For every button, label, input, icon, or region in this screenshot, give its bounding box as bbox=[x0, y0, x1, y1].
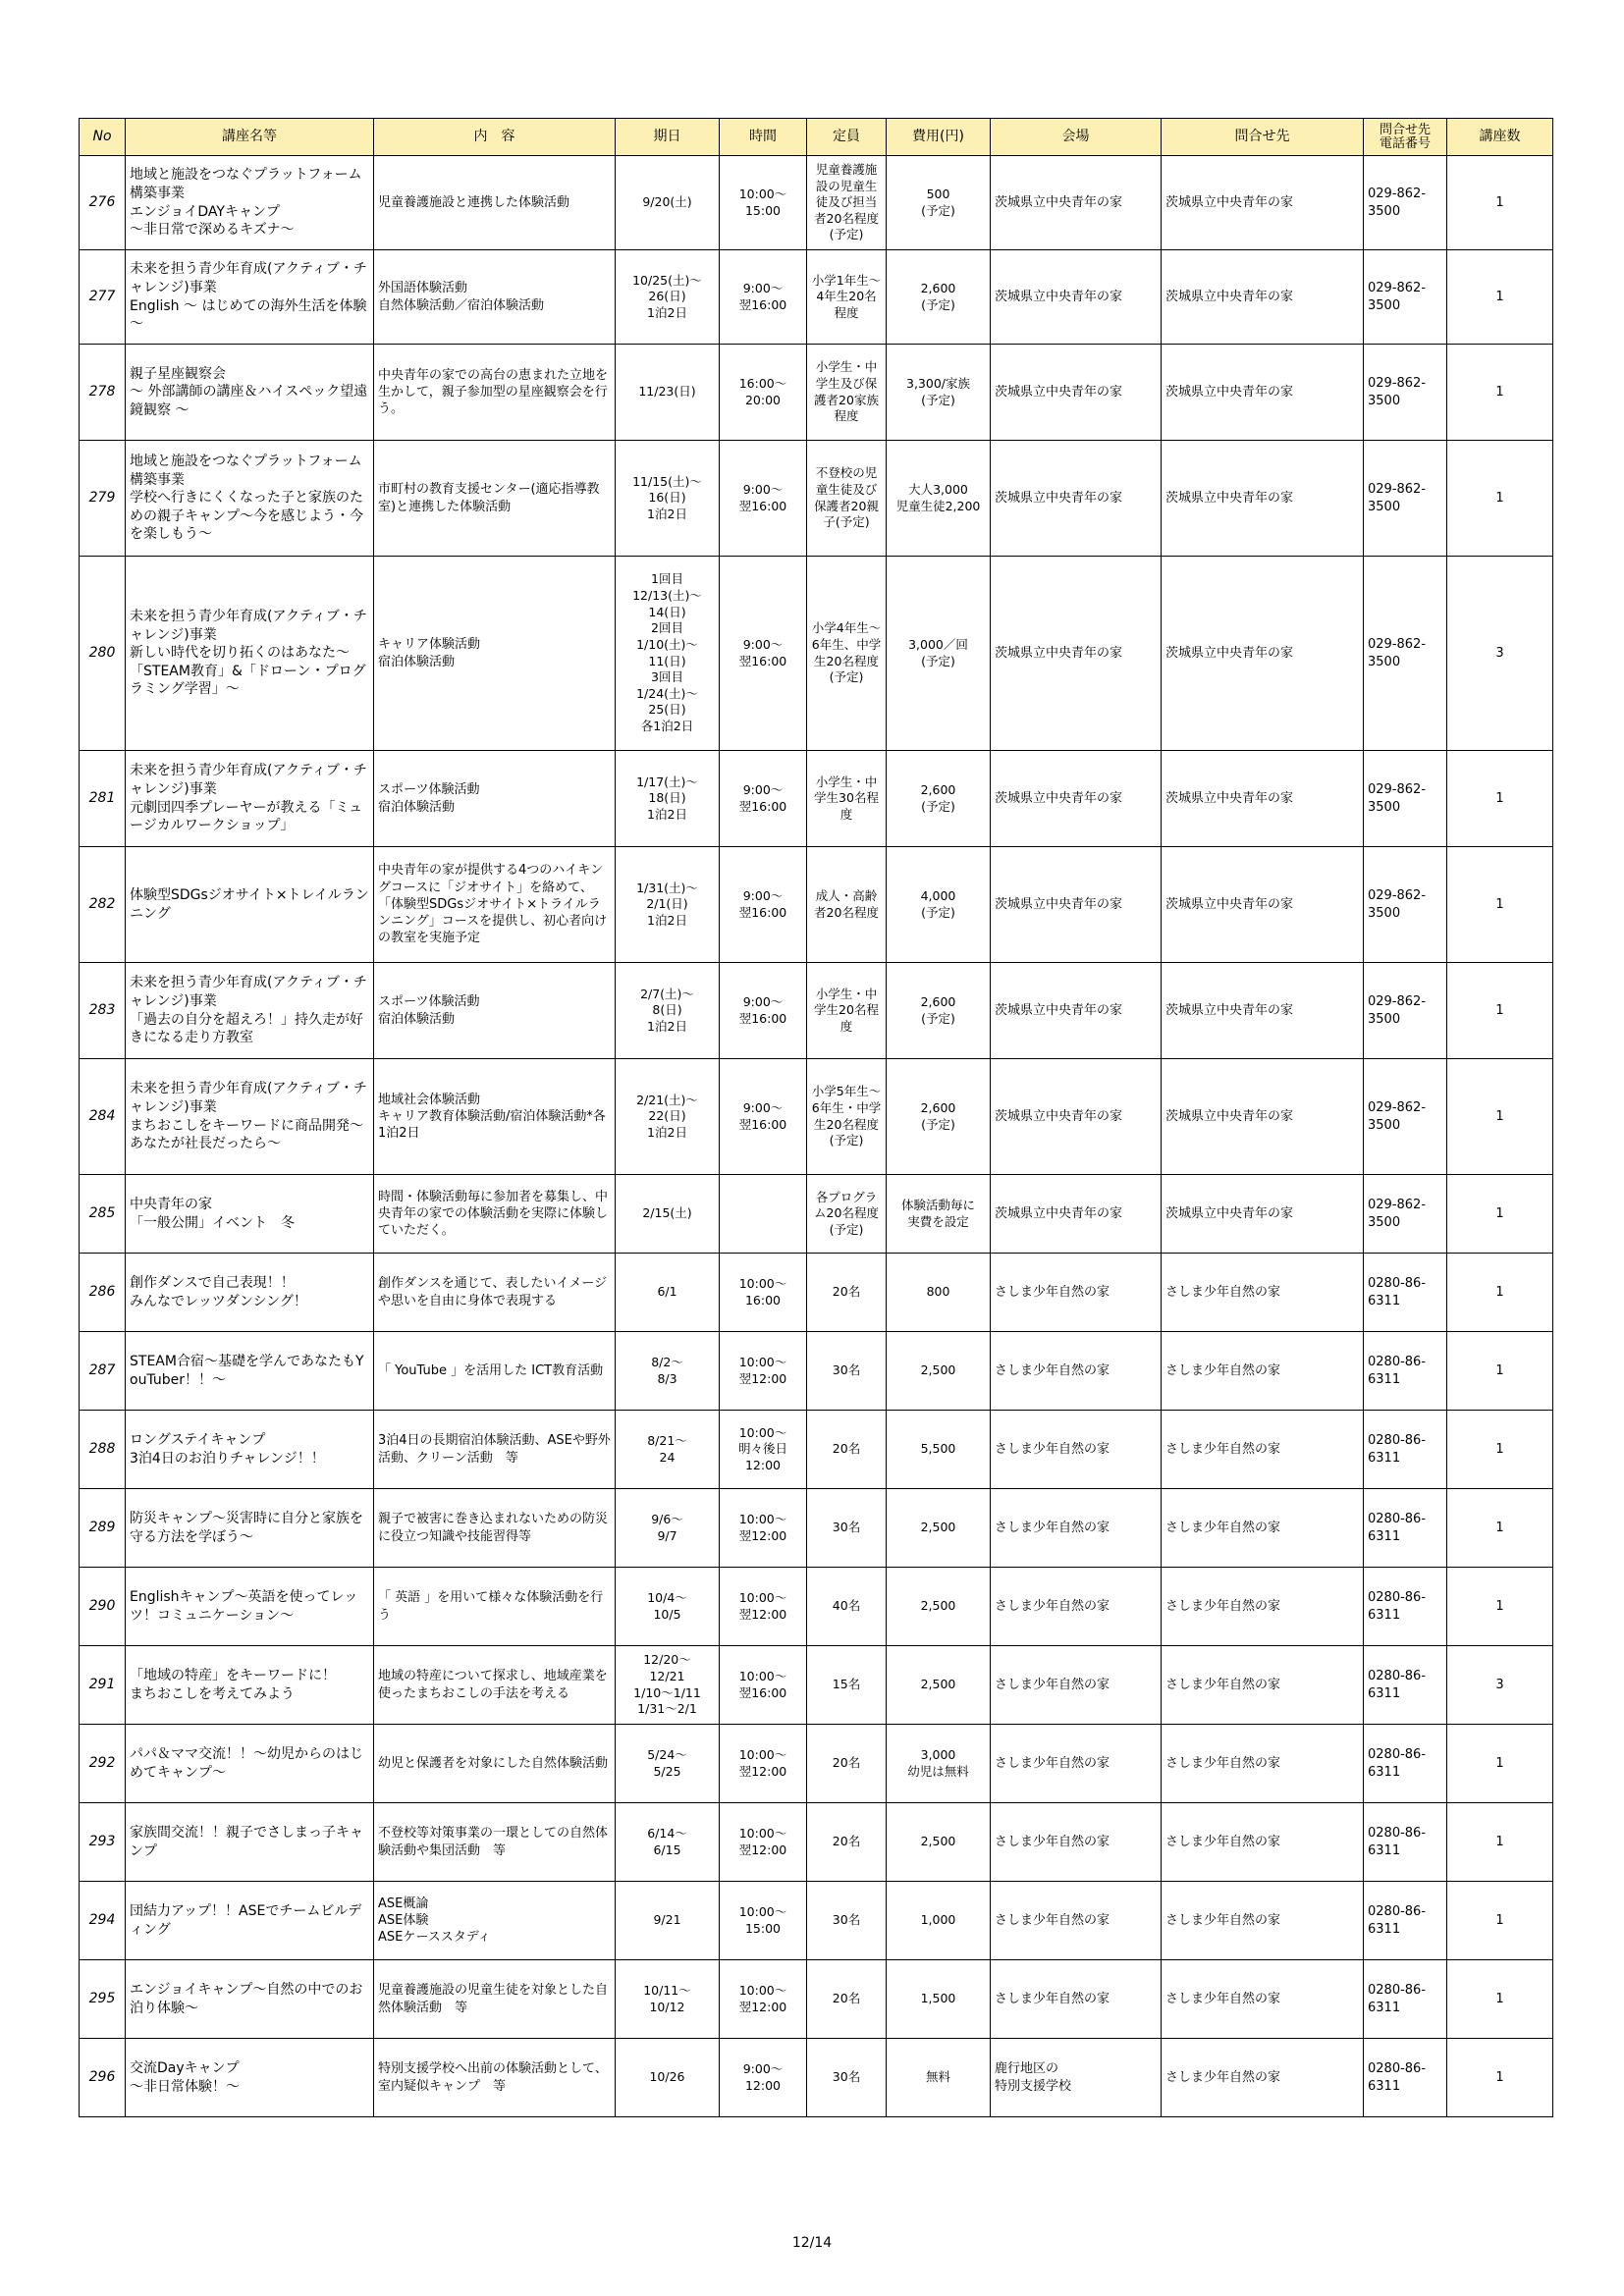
table-row bbox=[80, 963, 1553, 1059]
course-name: 創作ダンスで自己表現！！ みんなでレッツダンシング！ bbox=[126, 1254, 374, 1332]
row-no: 292 bbox=[80, 1725, 126, 1803]
course-content: 幼児と保護者を対象にした自然体験活動 bbox=[374, 1725, 616, 1803]
course-contact: さしま少年自然の家 bbox=[1162, 1882, 1364, 1960]
contact-phone: 0280-86- 6311 bbox=[1364, 1725, 1447, 1803]
course-date: 9/21 bbox=[616, 1882, 720, 1960]
course-count: 1 bbox=[1447, 1803, 1553, 1882]
course-time: 9:00～ 翌16:00 bbox=[720, 751, 807, 847]
course-date: 9/20(土) bbox=[616, 156, 720, 250]
contact-phone: 0280-86- 6311 bbox=[1364, 1882, 1447, 1960]
course-count: 1 bbox=[1447, 156, 1553, 250]
contact-phone: 029-862- 3500 bbox=[1364, 156, 1447, 250]
header-fee: 費用(円) bbox=[887, 119, 991, 156]
course-count: 1 bbox=[1447, 250, 1553, 345]
course-fee: 2,600 (予定) bbox=[887, 1059, 991, 1175]
course-count: 1 bbox=[1447, 2039, 1553, 2117]
course-fee: 2,500 bbox=[887, 1803, 991, 1882]
row-no: 294 bbox=[80, 1882, 126, 1960]
table-row bbox=[80, 1803, 1553, 1882]
table-row bbox=[80, 1960, 1553, 2039]
row-no: 290 bbox=[80, 1568, 126, 1646]
row-no: 288 bbox=[80, 1411, 126, 1489]
row-no: 284 bbox=[80, 1059, 126, 1175]
course-content: 児童養護施設の児童生徒を対象とした自然体験活動 等 bbox=[374, 1960, 616, 2039]
course-venue: 茨城県立中央青年の家 bbox=[991, 345, 1162, 441]
course-name: パパ＆ママ交流！！～幼児からのはじめてキャンプ～ bbox=[126, 1725, 374, 1803]
course-content: 地域社会体験活動 キャリア教育体験活動/宿泊体験活動*各1泊2日 bbox=[374, 1059, 616, 1175]
table-row bbox=[80, 557, 1553, 751]
course-contact: 茨城県立中央青年の家 bbox=[1162, 963, 1364, 1059]
table-row bbox=[80, 1175, 1553, 1254]
course-venue: 茨城県立中央青年の家 bbox=[991, 441, 1162, 557]
course-venue: さしま少年自然の家 bbox=[991, 1489, 1162, 1568]
contact-phone: 029-862- 3500 bbox=[1364, 441, 1447, 557]
course-capacity: 15名 bbox=[807, 1646, 887, 1725]
header-no: No bbox=[80, 119, 126, 156]
table-row bbox=[80, 345, 1553, 441]
course-date: 2/7(土)～ 8(日) 1泊2日 bbox=[616, 963, 720, 1059]
course-name: 「地域の特産」をキーワードに！ まちおこしを考えてみよう bbox=[126, 1646, 374, 1725]
table-row bbox=[80, 751, 1553, 847]
course-capacity: 20名 bbox=[807, 1803, 887, 1882]
header-venue: 会場 bbox=[991, 119, 1162, 156]
course-date: 1/17(土)～ 18(日) 1泊2日 bbox=[616, 751, 720, 847]
course-venue: さしま少年自然の家 bbox=[991, 1803, 1162, 1882]
course-time: 10:00～ 翌12:00 bbox=[720, 1332, 807, 1411]
table-row bbox=[80, 1489, 1553, 1568]
course-date: 6/14～ 6/15 bbox=[616, 1803, 720, 1882]
header-count: 講座数 bbox=[1447, 119, 1553, 156]
course-contact: さしま少年自然の家 bbox=[1162, 1568, 1364, 1646]
course-time: 10:00～ 15:00 bbox=[720, 156, 807, 250]
course-fee: 5,500 bbox=[887, 1411, 991, 1489]
course-venue: さしま少年自然の家 bbox=[991, 1568, 1162, 1646]
course-capacity: 30名 bbox=[807, 1489, 887, 1568]
course-fee: 2,500 bbox=[887, 1646, 991, 1725]
contact-phone: 029-862- 3500 bbox=[1364, 751, 1447, 847]
course-date: 1回目 12/13(土)～ 14(日) 2回目 1/10(土)～ 11(日) 3回目 1/24(土)～ 25(日) 各1泊2日 bbox=[616, 557, 720, 751]
course-contact: さしま少年自然の家 bbox=[1162, 2039, 1364, 2117]
course-time: 16:00～ 20:00 bbox=[720, 345, 807, 441]
course-date: 6/1 bbox=[616, 1254, 720, 1332]
course-time: 10:00～ 15:00 bbox=[720, 1882, 807, 1960]
course-content: 中央青年の家が提供する4つのハイキングコースに「ジオサイト」を絡めて、「体験型SDGsジオサイト×トライルランニング」コースを提供し、初心者向けの教室を実施予定 bbox=[374, 847, 616, 963]
table-body bbox=[80, 156, 1553, 2117]
row-no: 276 bbox=[80, 156, 126, 250]
course-date: 8/21～ 24 bbox=[616, 1411, 720, 1489]
course-time: 10:00～ 翌12:00 bbox=[720, 1725, 807, 1803]
course-date: 10/25(土)～ 26(日) 1泊2日 bbox=[616, 250, 720, 345]
table-row bbox=[80, 1725, 1553, 1803]
course-date: 2/21(土)～ 22(日) 1泊2日 bbox=[616, 1059, 720, 1175]
course-fee: 2,500 bbox=[887, 1568, 991, 1646]
course-contact: 茨城県立中央青年の家 bbox=[1162, 1059, 1364, 1175]
course-date: 10/11～ 10/12 bbox=[616, 1960, 720, 2039]
course-venue: 茨城県立中央青年の家 bbox=[991, 751, 1162, 847]
course-venue: 茨城県立中央青年の家 bbox=[991, 557, 1162, 751]
course-content: スポーツ体験活動 宿泊体験活動 bbox=[374, 751, 616, 847]
course-capacity: 20名 bbox=[807, 1254, 887, 1332]
course-count: 1 bbox=[1447, 1059, 1553, 1175]
course-capacity: 30名 bbox=[807, 1332, 887, 1411]
course-contact: さしま少年自然の家 bbox=[1162, 1254, 1364, 1332]
course-capacity: 20名 bbox=[807, 1411, 887, 1489]
course-name: 団結力アップ！！ASEでチームビルディング bbox=[126, 1882, 374, 1960]
course-venue: さしま少年自然の家 bbox=[991, 1411, 1162, 1489]
row-no: 279 bbox=[80, 441, 126, 557]
course-time: 10:00～ 翌12:00 bbox=[720, 1489, 807, 1568]
course-content: 外国語体験活動 自然体験活動／宿泊体験活動 bbox=[374, 250, 616, 345]
course-fee: 3,300/家族 (予定) bbox=[887, 345, 991, 441]
course-date: 10/26 bbox=[616, 2039, 720, 2117]
course-fee: 大人3,000 児童生徒2,200 bbox=[887, 441, 991, 557]
row-no: 296 bbox=[80, 2039, 126, 2117]
course-count: 1 bbox=[1447, 963, 1553, 1059]
course-venue: さしま少年自然の家 bbox=[991, 1725, 1162, 1803]
course-venue: 茨城県立中央青年の家 bbox=[991, 963, 1162, 1059]
course-count: 3 bbox=[1447, 557, 1553, 751]
course-fee: 1,000 bbox=[887, 1882, 991, 1960]
course-capacity: 小学生・中学生20名程度 bbox=[807, 963, 887, 1059]
page-number: 12/14 bbox=[791, 2235, 833, 2251]
course-content: 地域の特産について探求し、地域産業を使ったまちおこしの手法を考える bbox=[374, 1646, 616, 1725]
course-name: 体験型SDGsジオサイト×トレイルランニング bbox=[126, 847, 374, 963]
course-content: 「 英語 」を用いて様々な体験活動を行う bbox=[374, 1568, 616, 1646]
course-time: 9:00～ 12:00 bbox=[720, 2039, 807, 2117]
course-capacity: 小学5年生～6年生・中学生20名程度(予定) bbox=[807, 1059, 887, 1175]
course-name: 地域と施設をつなぐプラットフォーム構築事業 学校へ行きにくくなった子と家族のための親子キャンプ～今を感じよう・今を楽しもう～ bbox=[126, 441, 374, 557]
course-time: 9:00～ 翌16:00 bbox=[720, 250, 807, 345]
table-row bbox=[80, 1332, 1553, 1411]
course-count: 1 bbox=[1447, 441, 1553, 557]
course-content: 市町村の教育支援センター(適応指導教室)と連携した体験活動 bbox=[374, 441, 616, 557]
course-time: 9:00～ 翌16:00 bbox=[720, 847, 807, 963]
course-capacity: 小学4年生～6年生、中学生20名程度(予定) bbox=[807, 557, 887, 751]
course-capacity: 30名 bbox=[807, 2039, 887, 2117]
table-row bbox=[80, 441, 1553, 557]
table-row bbox=[80, 250, 1553, 345]
course-contact: さしま少年自然の家 bbox=[1162, 1411, 1364, 1489]
row-no: 281 bbox=[80, 751, 126, 847]
table-row bbox=[80, 847, 1553, 963]
course-contact: 茨城県立中央青年の家 bbox=[1162, 1175, 1364, 1254]
course-fee: 800 bbox=[887, 1254, 991, 1332]
course-table bbox=[79, 118, 1553, 2117]
course-venue: さしま少年自然の家 bbox=[991, 1332, 1162, 1411]
course-content: 創作ダンスを通じて、表したいイメージや思いを自由に身体で表現する bbox=[374, 1254, 616, 1332]
contact-phone: 029-862- 3500 bbox=[1364, 1059, 1447, 1175]
contact-phone: 0280-86- 6311 bbox=[1364, 1803, 1447, 1882]
course-content: 特別支援学校へ出前の体験活動として、室内疑似キャンプ 等 bbox=[374, 2039, 616, 2117]
course-fee: 2,600 (予定) bbox=[887, 963, 991, 1059]
course-fee: 2,600 (予定) bbox=[887, 250, 991, 345]
course-date: 1/31(土)～ 2/1(日) 1泊2日 bbox=[616, 847, 720, 963]
row-no: 280 bbox=[80, 557, 126, 751]
course-contact: 茨城県立中央青年の家 bbox=[1162, 751, 1364, 847]
course-count: 1 bbox=[1447, 1411, 1553, 1489]
contact-phone: 029-862- 3500 bbox=[1364, 557, 1447, 751]
contact-phone: 0280-86- 6311 bbox=[1364, 1411, 1447, 1489]
course-content: 児童養護施設と連携した体験活動 bbox=[374, 156, 616, 250]
course-time: 9:00～ 翌16:00 bbox=[720, 441, 807, 557]
course-contact: 茨城県立中央青年の家 bbox=[1162, 557, 1364, 751]
table-row bbox=[80, 1568, 1553, 1646]
course-count: 3 bbox=[1447, 1646, 1553, 1725]
course-venue: 茨城県立中央青年の家 bbox=[991, 847, 1162, 963]
course-content: 「 YouTube 」を活用した ICT教育活動 bbox=[374, 1332, 616, 1411]
course-name: 地域と施設をつなぐプラットフォーム構築事業 エンジョイDAYキャンプ ～非日常で深めるキズナ～ bbox=[126, 156, 374, 250]
course-count: 1 bbox=[1447, 1489, 1553, 1568]
row-no: 282 bbox=[80, 847, 126, 963]
row-no: 287 bbox=[80, 1332, 126, 1411]
course-time: 10:00～ 明々後日 12:00 bbox=[720, 1411, 807, 1489]
header-capacity: 定員 bbox=[807, 119, 887, 156]
course-venue: さしま少年自然の家 bbox=[991, 1882, 1162, 1960]
course-time bbox=[720, 1175, 807, 1254]
course-capacity: 成人・高齢者20名程度 bbox=[807, 847, 887, 963]
course-contact: 茨城県立中央青年の家 bbox=[1162, 345, 1364, 441]
course-capacity: 小学生・中学生及び保護者20家族程度 bbox=[807, 345, 887, 441]
contact-phone: 0280-86- 6311 bbox=[1364, 2039, 1447, 2117]
course-name: STEAM合宿～基礎を学んであなたもYouTuber！！～ bbox=[126, 1332, 374, 1411]
contact-phone: 0280-86- 6311 bbox=[1364, 1568, 1447, 1646]
course-contact: 茨城県立中央青年の家 bbox=[1162, 250, 1364, 345]
course-name: 防災キャンプ～災害時に自分と家族を守る方法を学ぼう～ bbox=[126, 1489, 374, 1568]
table-row bbox=[80, 1254, 1553, 1332]
course-capacity: 30名 bbox=[807, 1882, 887, 1960]
course-contact: さしま少年自然の家 bbox=[1162, 1489, 1364, 1568]
course-venue: 茨城県立中央青年の家 bbox=[991, 250, 1162, 345]
course-contact: 茨城県立中央青年の家 bbox=[1162, 441, 1364, 557]
course-name: 中央青年の家 「一般公開」イベント 冬 bbox=[126, 1175, 374, 1254]
course-date: 2/15(土) bbox=[616, 1175, 720, 1254]
course-venue: 鹿行地区の 特別支援学校 bbox=[991, 2039, 1162, 2117]
course-date: 11/23(日) bbox=[616, 345, 720, 441]
row-no: 277 bbox=[80, 250, 126, 345]
course-content: 親子で被害に巻き込まれないための防災に役立つ知識や技能習得等 bbox=[374, 1489, 616, 1568]
course-venue: さしま少年自然の家 bbox=[991, 1960, 1162, 2039]
table-row bbox=[80, 1882, 1553, 1960]
course-capacity: 不登校の児童生徒及び保護者20親子(予定) bbox=[807, 441, 887, 557]
course-name: 家族間交流！！親子でさしまっ子キャンプ bbox=[126, 1803, 374, 1882]
course-count: 1 bbox=[1447, 751, 1553, 847]
contact-phone: 029-862- 3500 bbox=[1364, 963, 1447, 1059]
course-fee: 2,500 bbox=[887, 1489, 991, 1568]
course-venue: 茨城県立中央青年の家 bbox=[991, 1175, 1162, 1254]
contact-phone: 0280-86- 6311 bbox=[1364, 1489, 1447, 1568]
course-count: 1 bbox=[1447, 1725, 1553, 1803]
course-contact: さしま少年自然の家 bbox=[1162, 1646, 1364, 1725]
course-time: 10:00～ 翌12:00 bbox=[720, 1960, 807, 2039]
course-fee: 3,000 幼児は無料 bbox=[887, 1725, 991, 1803]
course-time: 10:00～ 翌12:00 bbox=[720, 1803, 807, 1882]
course-date: 9/6～ 9/7 bbox=[616, 1489, 720, 1568]
course-date: 11/15(土)～ 16(日) 1泊2日 bbox=[616, 441, 720, 557]
contact-phone: 0280-86- 6311 bbox=[1364, 1960, 1447, 2039]
course-contact: さしま少年自然の家 bbox=[1162, 1725, 1364, 1803]
course-name: 未来を担う青少年育成(アクティブ・チャレンジ)事業 English ～ はじめての海外生活を体験 ～ bbox=[126, 250, 374, 345]
course-name: Englishキャンプ～英語を使ってレッツ！コミュニケーション～ bbox=[126, 1568, 374, 1646]
header-tel bbox=[1364, 119, 1447, 156]
table-row bbox=[80, 2039, 1553, 2117]
course-fee: 4,000 (予定) bbox=[887, 847, 991, 963]
course-content: スポーツ体験活動 宿泊体験活動 bbox=[374, 963, 616, 1059]
course-capacity: 児童養護施設の児童生徒及び担当者20名程度(予定) bbox=[807, 156, 887, 250]
header-tel-line2: 電話番号 bbox=[1379, 135, 1431, 151]
course-contact: 茨城県立中央青年の家 bbox=[1162, 847, 1364, 963]
course-capacity: 小学生・中学生30名程度 bbox=[807, 751, 887, 847]
course-time: 9:00～ 翌16:00 bbox=[720, 557, 807, 751]
course-count: 1 bbox=[1447, 1332, 1553, 1411]
header-name: 講座名等 bbox=[126, 119, 374, 156]
course-capacity: 小学1年生～4年生20名程度 bbox=[807, 250, 887, 345]
course-content: キャリア体験活動 宿泊体験活動 bbox=[374, 557, 616, 751]
course-content: 3泊4日の長期宿泊体験活動、ASEや野外活動、クリーン活動 等 bbox=[374, 1411, 616, 1489]
course-count: 1 bbox=[1447, 1254, 1553, 1332]
course-venue: 茨城県立中央青年の家 bbox=[991, 1059, 1162, 1175]
header-content: 内 容 bbox=[374, 119, 616, 156]
course-count: 1 bbox=[1447, 847, 1553, 963]
course-count: 1 bbox=[1447, 345, 1553, 441]
course-contact: 茨城県立中央青年の家 bbox=[1162, 156, 1364, 250]
course-time: 10:00～ 翌16:00 bbox=[720, 1646, 807, 1725]
course-name: ロングステイキャンプ 3泊4日のお泊りチャレンジ！！ bbox=[126, 1411, 374, 1489]
course-fee: 無料 bbox=[887, 2039, 991, 2117]
course-date: 8/2～ 8/3 bbox=[616, 1332, 720, 1411]
course-count: 1 bbox=[1447, 1882, 1553, 1960]
table-row bbox=[80, 1411, 1553, 1489]
course-fee: 2,600 (予定) bbox=[887, 751, 991, 847]
row-no: 283 bbox=[80, 963, 126, 1059]
row-no: 286 bbox=[80, 1254, 126, 1332]
course-name: 交流Dayキャンプ ～非日常体験！～ bbox=[126, 2039, 374, 2117]
row-no: 293 bbox=[80, 1803, 126, 1882]
contact-phone: 029-862- 3500 bbox=[1364, 345, 1447, 441]
course-date: 10/4～ 10/5 bbox=[616, 1568, 720, 1646]
header-time: 時間 bbox=[720, 119, 807, 156]
course-name: 親子星座観察会 ～ 外部講師の講座＆ハイスペック望遠鏡観察 ～ bbox=[126, 345, 374, 441]
header-contact: 問合せ先 bbox=[1162, 119, 1364, 156]
course-content: 中央青年の家での高台の恵まれた立地を生かして，親子参加型の星座観察会を行う。 bbox=[374, 345, 616, 441]
course-contact: さしま少年自然の家 bbox=[1162, 1803, 1364, 1882]
course-fee: 体験活動毎に 実費を設定 bbox=[887, 1175, 991, 1254]
course-time: 9:00～ 翌16:00 bbox=[720, 963, 807, 1059]
course-date: 5/24～ 5/25 bbox=[616, 1725, 720, 1803]
course-venue: さしま少年自然の家 bbox=[991, 1646, 1162, 1725]
contact-phone: 029-862- 3500 bbox=[1364, 250, 1447, 345]
contact-phone: 0280-86- 6311 bbox=[1364, 1646, 1447, 1725]
row-no: 289 bbox=[80, 1489, 126, 1568]
table-row bbox=[80, 1059, 1553, 1175]
course-time: 9:00～ 翌16:00 bbox=[720, 1059, 807, 1175]
header-tel-line1: 問合せ先 bbox=[1379, 122, 1431, 137]
course-fee: 3,000／回 (予定) bbox=[887, 557, 991, 751]
course-fee: 500 (予定) bbox=[887, 156, 991, 250]
contact-phone: 029-862- 3500 bbox=[1364, 847, 1447, 963]
course-capacity: 各プログラム20名程度(予定) bbox=[807, 1175, 887, 1254]
header-date: 期日 bbox=[616, 119, 720, 156]
course-name: 未来を担う青少年育成(アクティブ・チャレンジ)事業 元劇団四季プレーヤーが教える「ミュージカルワークショップ」 bbox=[126, 751, 374, 847]
course-name: 未来を担う青少年育成(アクティブ・チャレンジ)事業 まちおこしをキーワードに商品開発～あなたが社長だったら～ bbox=[126, 1059, 374, 1175]
course-content: 時間・体験活動毎に参加者を募集し、中央青年の家での体験活動を実際に体験していただく。 bbox=[374, 1175, 616, 1254]
row-no: 291 bbox=[80, 1646, 126, 1725]
course-fee: 2,500 bbox=[887, 1332, 991, 1411]
table-row bbox=[80, 156, 1553, 250]
course-name: 未来を担う青少年育成(アクティブ・チャレンジ)事業 新しい時代を切り拓くのはあなた～「STEAM教育」&「ドローン・プログラミング学習」～ bbox=[126, 557, 374, 751]
course-name: 未来を担う青少年育成(アクティブ・チャレンジ)事業 「過去の自分を超えろ！」持久走が好きになる走り方教室 bbox=[126, 963, 374, 1059]
course-venue: 茨城県立中央青年の家 bbox=[991, 156, 1162, 250]
course-contact: さしま少年自然の家 bbox=[1162, 1960, 1364, 2039]
course-date: 12/20～ 12/21 1/10～1/11 1/31～2/1 bbox=[616, 1646, 720, 1725]
course-capacity: 20名 bbox=[807, 1960, 887, 2039]
row-no: 295 bbox=[80, 1960, 126, 2039]
course-count: 1 bbox=[1447, 1960, 1553, 2039]
contact-phone: 029-862- 3500 bbox=[1364, 1175, 1447, 1254]
row-no: 278 bbox=[80, 345, 126, 441]
course-capacity: 40名 bbox=[807, 1568, 887, 1646]
course-time: 10:00～ 翌12:00 bbox=[720, 1568, 807, 1646]
contact-phone: 0280-86- 6311 bbox=[1364, 1254, 1447, 1332]
course-count: 1 bbox=[1447, 1175, 1553, 1254]
course-fee: 1,500 bbox=[887, 1960, 991, 2039]
course-time: 10:00～ 16:00 bbox=[720, 1254, 807, 1332]
course-count: 1 bbox=[1447, 1568, 1553, 1646]
header-row bbox=[80, 119, 1553, 156]
row-no: 285 bbox=[80, 1175, 126, 1254]
contact-phone: 0280-86- 6311 bbox=[1364, 1332, 1447, 1411]
course-content: ASE概論 ASE体験 ASEケーススタディ bbox=[374, 1882, 616, 1960]
table-row bbox=[80, 1646, 1553, 1725]
course-contact: さしま少年自然の家 bbox=[1162, 1332, 1364, 1411]
course-name: エンジョイキャンプ～自然の中でのお泊り体験～ bbox=[126, 1960, 374, 2039]
course-capacity: 20名 bbox=[807, 1725, 887, 1803]
course-content: 不登校等対策事業の一環としての自然体験活動や集団活動 等 bbox=[374, 1803, 616, 1882]
course-venue: さしま少年自然の家 bbox=[991, 1254, 1162, 1332]
